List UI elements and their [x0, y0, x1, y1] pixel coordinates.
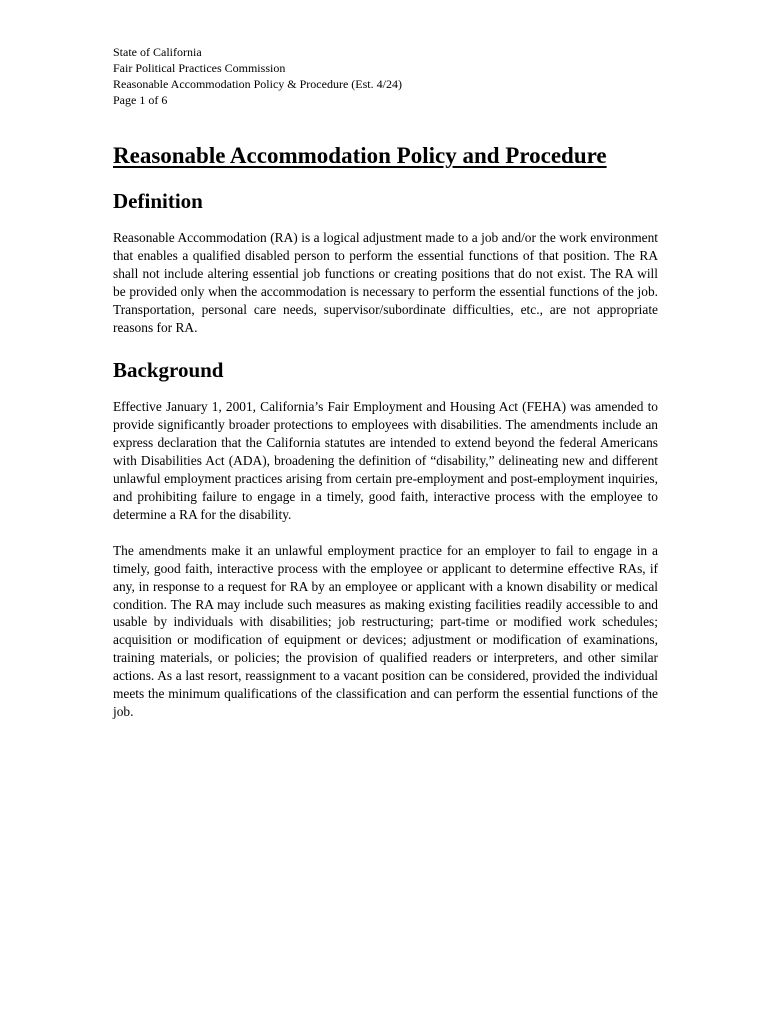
background-heading: Background	[113, 358, 224, 383]
section-definition	[113, 187, 658, 336]
document-page	[113, 44, 658, 721]
header-document-name: Reasonable Accommodation Policy & Procedure (Est. 4/24)	[113, 77, 402, 91]
background-paragraph-2: The amendments make it an unlawful employment practice for an employer to fail to engage in a timely, good faith, interactive process with the employee or applicant to determine effective RAs, if any, in response to a request for RA by an employee or applicant with a known disability or medical condition. The RA may include such measures as making existing facilities readily accessible to and usable by individuals with disabilities; job restructuring; part-time or modified work schedules; acquisition or modification of equipment or devices; adjustment or modification of examinations, training materials, or policies; the provision of qualified readers or interpreters, and other similar actions. As a last resort, reassignment to a vacant position can be considered, provided the individual meets the minimum qualifications of the classification and can perform the essential functions of the job.	[113, 542, 658, 719]
header-organization-state: State of California	[113, 45, 202, 59]
section-background	[113, 356, 658, 720]
document-title: Reasonable Accommodation Policy and Procedure	[113, 143, 607, 168]
definition-paragraph: Reasonable Accommodation (RA) is a logical adjustment made to a job and/or the work environment that enables a qualified disabled person to perform the essential functions of that position. The RA shall not include altering essential job functions or creating positions that do not exist. The RA will be provided only when the accommodation is necessary to perform the essential functions of the job. Transportation, personal care needs, supervisor/subordinate difficulties, etc., are not appropriate reasons for RA.	[113, 230, 658, 335]
header-commission-name: Fair Political Practices Commission	[113, 61, 286, 75]
document-header	[113, 44, 658, 108]
header-page-number: Page 1 of 6	[113, 93, 168, 107]
background-paragraph-1: Effective January 1, 2001, California’s Fair Employment and Housing Act (FEHA) was amended to provide significantly broader protections to employees with disabilities. The amendments include an express declaration that the California statutes are intended to extend beyond the federal Americans with Disabilities Act (ADA), broadening the definition of “disability,” delineating new and different unlawful employment practices arising from certain pre-employment and post-employment inquiries, and prohibiting failure to engage in a timely, good faith, interactive process with the employee to determine a RA for the disability.	[113, 399, 658, 522]
definition-heading: Definition	[113, 189, 203, 213]
